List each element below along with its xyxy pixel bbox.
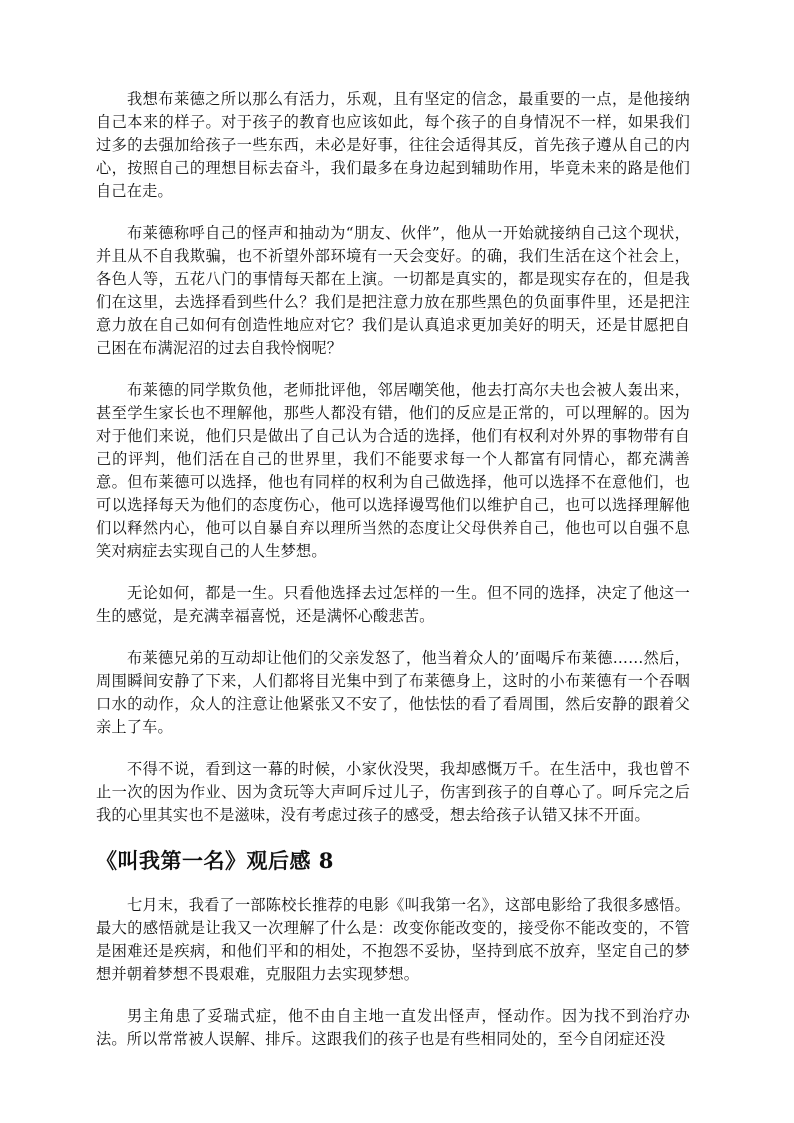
paragraph-embrace-self: 我想布莱德之所以那么有活力，乐观，且有坚定的信念，最重要的一点，是他接纳自己本来的样子。对于孩子的教育也应该如此，每个孩子的自身情况不一样，如果我们过多的去强加给孩子一些东西，未必是好事，往往会适得其反，首先孩子遵从自己的内心，按照自己的理想目标去奋斗，我们最多在身边起到辅助作用，毕竟未来的路是他们自己在走。 <box>96 90 690 200</box>
paragraph-father-scolds: 布莱德兄弟的互动却让他们的父亲发怒了，他当着众人的’面喝斥布莱德……然后，周围瞬间安静了下来，人们都将目光集中到了布莱德身上，这时的小布莱德有一个吞咽口水的动作，众人的注意让他紧张又不安了，他怯怯的看了看周围，然后安静的跟着父亲上了车。 <box>96 649 690 736</box>
paragraph-friends-companions: 布莱德称呼自己的怪声和抽动为“朋友、伙伴”，他从一开始就接纳自己这个现状，并且从不自我欺骗，也不祈望外部环境有一天会变好。的确，我们生活在这个社会上，各色人等，五花八门的事情每天都在上演。一切都是真实的，都是现实存在的，但是我们在这里，去选择看到些什么？我们是把注意力放在那些黑色的负面事件里，还是把注意力放在自己如何有创造性地应对它？我们是认真追求更加美好的明天，还是甘愿把自己困在布满泥沼的过去自我怜悯呢？ <box>96 224 690 357</box>
paragraph-choices: 布莱德的同学欺负他，老师批评他，邻居嘲笑他，他去打高尔夫也会被人轰出来，甚至学生家长也不理解他，那些人都没有错，他们的反应是正常的，可以理解的。因为对于他们来说，他们只是做出了自己认为合适的选择，他们有权利对外界的事物带有自己的评判，他们活在自己的世界里，我们不能要求每一个人都富有同情心，都充满善意。但布莱德可以选择，他也有同样的权利为自己做选择，他可以选择不在意他们，也可以选择每天为他们的态度伤心，他可以选择谩骂他们以维护自己，也可以选择理解他们以释然内心，他可以自暴自弃以理所当然的态度让父母供养自己，他也可以自强不息笑对病症去实现自己的人生梦想。 <box>96 381 690 560</box>
section-heading: 《叫我第一名》观后感 8 <box>96 848 334 873</box>
paragraph-july-movie: 七月末，我看了一部陈校长推荐的电影《叫我第一名》，这部电影给了我很多感悟。最大的感悟就是让我又一次理解了什么是：改变你能改变的，接受你不能改变的，不管是困难还是疾病，和他们平和的相处，不抱怨不妥协，坚持到底不放弃，坚定自己的梦想并朝着梦想不畏艰难，克服阻力去实现梦想。 <box>96 896 690 983</box>
paragraph-one-life: 无论如何，都是一生。只看他选择去过怎样的一生。但不同的选择，决定了他这一生的感觉，是充满幸福喜悦，还是满怀心酸悲苦。 <box>96 584 690 625</box>
paragraph-reflection: 不得不说，看到这一幕的时候，小家伙没哭，我却感慨万千。在生活中，我也曾不止一次的因为作业、因为贪玩等大声呵斥过儿子，伤害到孩子的自尊心了。呵斥完之后我的心里其实也不是滋味，没有考虑过孩子的感受，想去给孩子认错又抹不开面。 <box>96 760 690 824</box>
paragraph-tourette: 男主角患了妥瑞式症，他不由自主地一直发出怪声，怪动作。因为找不到治疗办法。所以常常被人误解、排斥。这跟我们的孩子也是有些相同处的，至今自闭症还没 <box>96 1007 690 1048</box>
document-page <box>96 88 690 1070</box>
